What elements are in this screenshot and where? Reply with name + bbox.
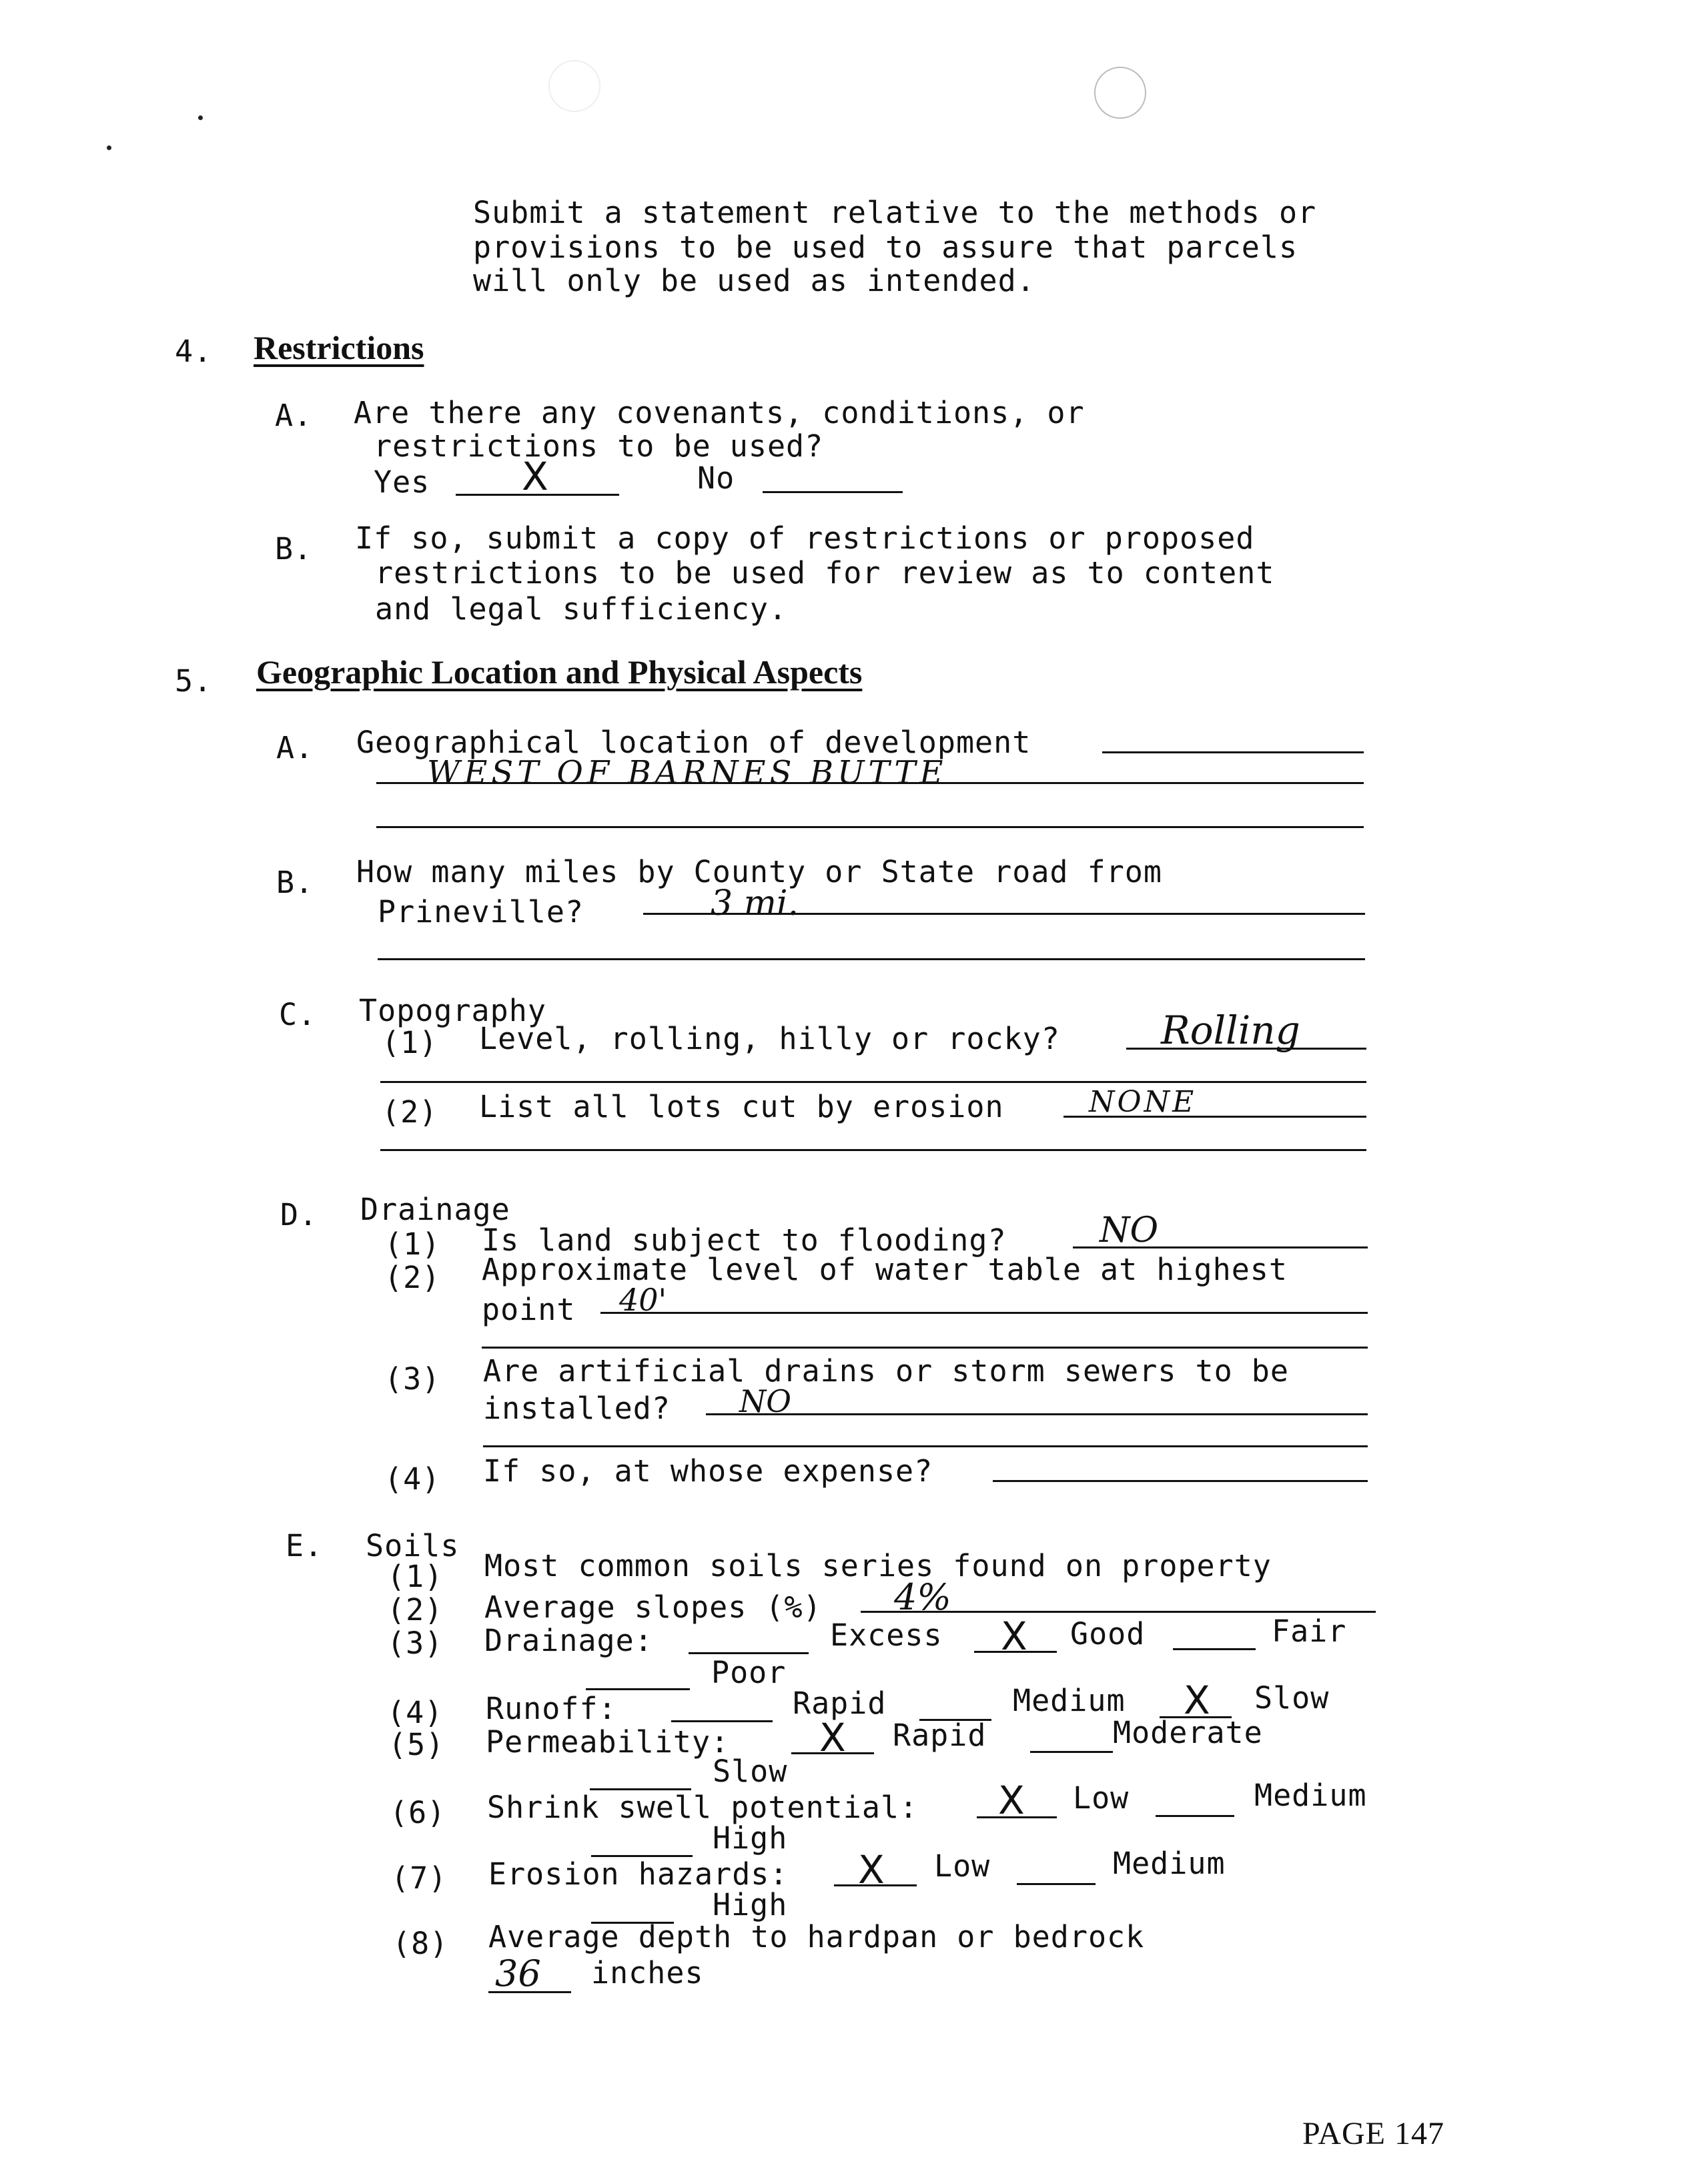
section-5-number: 5. bbox=[175, 663, 213, 699]
item-5d1-number: (1) bbox=[384, 1226, 441, 1262]
item-5a-blank-1 bbox=[1102, 751, 1364, 753]
item-5d4-text: If so, at whose expense? bbox=[483, 1453, 933, 1489]
item-5d3-line-2: installed? bbox=[483, 1391, 671, 1426]
item-5c1-text: Level, rolling, hilly or rocky? bbox=[479, 1021, 1060, 1056]
item-5a-text: Geographical location of development bbox=[356, 725, 1031, 760]
item-5d-title: Drainage bbox=[360, 1192, 510, 1227]
speck bbox=[107, 145, 111, 150]
speck bbox=[198, 115, 203, 120]
item-5c2-answer: NONE bbox=[1089, 1085, 1197, 1119]
excess-blank bbox=[689, 1652, 809, 1654]
item-5c2-text: List all lots cut by erosion bbox=[479, 1089, 1004, 1124]
item-5d3-number: (3) bbox=[384, 1361, 441, 1397]
item-5e6-number: (6) bbox=[390, 1795, 446, 1830]
fair-blank bbox=[1173, 1648, 1256, 1650]
item-5e2-number: (2) bbox=[387, 1592, 444, 1627]
item-5b-answer: 3 mi. bbox=[711, 883, 799, 924]
poor-label: Poor bbox=[711, 1655, 787, 1690]
perm-slow-label: Slow bbox=[713, 1754, 788, 1789]
item-4a-line-2: restrictions to be used? bbox=[374, 428, 824, 464]
shrink-high-label: High bbox=[713, 1820, 788, 1856]
erosion-medium-label: Medium bbox=[1113, 1846, 1226, 1881]
section-4-title: Restrictions bbox=[254, 329, 424, 366]
perm-rapid-label: Rapid bbox=[893, 1718, 987, 1753]
item-5e6-label: Shrink swell potential: bbox=[487, 1790, 919, 1825]
section-4-number: 4. bbox=[175, 334, 213, 369]
shrink-low-check-mark: X bbox=[998, 1778, 1025, 1823]
fair-label: Fair bbox=[1272, 1613, 1347, 1649]
item-5d1-answer: NO bbox=[1100, 1210, 1159, 1250]
good-check-mark: X bbox=[1001, 1613, 1027, 1659]
rapid-label: Rapid bbox=[793, 1686, 887, 1721]
shrink-medium-blank bbox=[1156, 1815, 1234, 1817]
yes-check-mark: X bbox=[522, 454, 548, 499]
item-5d2-line-1: Approximate level of water table at highest bbox=[482, 1252, 1288, 1287]
section-5-title: Geographic Location and Physical Aspects bbox=[256, 653, 863, 691]
item-5a-blank-3 bbox=[376, 826, 1364, 828]
perm-rapid-check-mark: X bbox=[819, 1715, 846, 1760]
item-5d2-number: (2) bbox=[384, 1260, 441, 1295]
slow-label: Slow bbox=[1254, 1680, 1330, 1716]
yes-label: Yes bbox=[374, 464, 430, 500]
erosion-high-label: High bbox=[713, 1887, 788, 1922]
item-5b-line-1: How many miles by County or State road from bbox=[356, 854, 1162, 889]
item-5d3-answer: NO bbox=[739, 1383, 791, 1419]
medium-label: Medium bbox=[1013, 1683, 1126, 1718]
item-5e-letter: E. bbox=[286, 1528, 324, 1563]
punch-hole-left bbox=[548, 60, 600, 112]
shrink-medium-label: Medium bbox=[1254, 1778, 1367, 1813]
item-5e5-label: Permeability: bbox=[486, 1724, 730, 1760]
item-5e4-label: Runoff: bbox=[486, 1691, 617, 1726]
item-5e8-number: (8) bbox=[392, 1926, 449, 1961]
item-4b-line-1: If so, submit a copy of restrictions or proposed bbox=[355, 520, 1255, 556]
item-5c1-number: (1) bbox=[382, 1025, 438, 1060]
item-5e8-unit: inches bbox=[591, 1955, 704, 1990]
item-5e3-number: (3) bbox=[387, 1625, 444, 1661]
item-5e2-text: Average slopes (%) bbox=[484, 1589, 822, 1625]
intro-line-1: Submit a statement relative to the methods or bbox=[473, 195, 1317, 230]
erosion-low-check-mark: X bbox=[858, 1847, 885, 1892]
item-5d3-blank-2 bbox=[483, 1445, 1368, 1447]
item-5c-title: Topography bbox=[359, 993, 546, 1028]
moderate-blank bbox=[1030, 1751, 1113, 1753]
erosion-medium-blank bbox=[1017, 1883, 1096, 1885]
no-label: No bbox=[697, 460, 735, 496]
item-5d3-line-1: Are artificial drains or storm sewers to be bbox=[483, 1353, 1289, 1389]
item-5e-title: Soils bbox=[366, 1528, 460, 1563]
item-5e7-label: Erosion hazards: bbox=[488, 1856, 789, 1892]
item-4b-letter: B. bbox=[275, 531, 313, 567]
item-5d2-blank-2 bbox=[482, 1347, 1368, 1349]
shrink-low-label: Low bbox=[1073, 1780, 1130, 1816]
item-5b-letter: B. bbox=[276, 865, 314, 900]
item-5d3-blank-1 bbox=[706, 1413, 1368, 1415]
item-5b-line-2: Prineville? bbox=[378, 894, 584, 930]
item-5d2-answer: 40' bbox=[619, 1282, 667, 1318]
item-5e1-text: Most common soils series found on property bbox=[484, 1548, 1272, 1583]
item-5c-blank-2 bbox=[380, 1081, 1366, 1083]
item-5c2-number: (2) bbox=[382, 1094, 438, 1130]
item-5e4-number: (4) bbox=[387, 1695, 444, 1730]
poor-blank bbox=[586, 1688, 690, 1690]
no-blank bbox=[763, 491, 903, 493]
item-5a-answer: WEST OF BARNES BUTTE bbox=[427, 754, 947, 791]
rapid-blank bbox=[671, 1720, 773, 1722]
item-5d4-number: (4) bbox=[384, 1461, 441, 1497]
item-5d1-text: Is land subject to flooding? bbox=[482, 1222, 1007, 1258]
item-5e3-label: Drainage: bbox=[484, 1623, 653, 1658]
item-5c2-blank-2 bbox=[380, 1149, 1366, 1151]
item-5e7-number: (7) bbox=[391, 1860, 448, 1896]
item-5e2-answer: 4% bbox=[894, 1576, 951, 1618]
item-4a-line-1: Are there any covenants, conditions, or bbox=[354, 395, 1085, 430]
item-5e5-number: (5) bbox=[388, 1727, 445, 1762]
item-4b-line-3: and legal sufficiency. bbox=[375, 591, 788, 627]
excess-label: Excess bbox=[830, 1617, 943, 1653]
erosion-low-label: Low bbox=[934, 1848, 991, 1884]
intro-line-3: will only be used as intended. bbox=[473, 263, 1035, 298]
item-5d2-line-2: point bbox=[482, 1292, 576, 1327]
good-label: Good bbox=[1070, 1616, 1146, 1652]
moderate-label: Moderate bbox=[1113, 1715, 1263, 1750]
item-4a-letter: A. bbox=[275, 398, 313, 433]
item-5b-blank-2 bbox=[378, 958, 1365, 960]
slow-check-mark: X bbox=[1184, 1678, 1210, 1723]
item-5e1-number: (1) bbox=[387, 1559, 444, 1594]
intro-line-2: provisions to be used to assure that parcels bbox=[473, 230, 1298, 265]
item-5e8-text: Average depth to hardpan or bedrock bbox=[488, 1919, 1145, 1954]
punch-hole-right bbox=[1094, 67, 1146, 119]
item-5d-letter: D. bbox=[280, 1197, 318, 1232]
item-4b-line-2: restrictions to be used for review as to content bbox=[375, 555, 1275, 591]
item-5d2-blank-1 bbox=[600, 1312, 1368, 1314]
item-5c1-answer: Rolling bbox=[1161, 1008, 1300, 1053]
item-5a-letter: A. bbox=[276, 730, 314, 765]
page-number: PAGE 147 bbox=[1302, 2116, 1444, 2151]
item-5d4-blank bbox=[993, 1480, 1368, 1482]
item-5c-letter: C. bbox=[279, 997, 317, 1032]
item-5e8-answer: 36 bbox=[495, 1952, 541, 1994]
